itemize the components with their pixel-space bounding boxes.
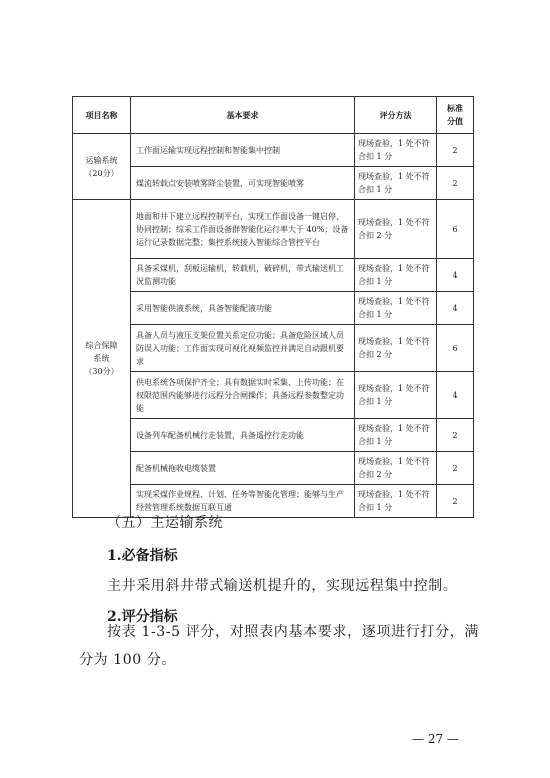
header-item-name: 项目名称 xyxy=(73,97,131,134)
requirement-cell: 实现采煤作业规程、计划、任务等智能化管理；能够与生产经营管理系统数据互联互通 xyxy=(131,485,355,518)
score-cell: 6 xyxy=(437,325,474,372)
score-cell: 2 xyxy=(437,485,474,518)
group-name-cell xyxy=(73,200,131,518)
subsection-heading-required: 1.必备指标 xyxy=(107,548,178,564)
score-cell: 2 xyxy=(437,419,474,452)
requirement-cell: 设备列车配备机械行走装置，具备遥控行走功能 xyxy=(131,419,355,452)
group-name-line: （30分） xyxy=(84,367,119,376)
method-cell: 现场查验，1 处不符合扣 2 分 xyxy=(355,452,437,485)
table-row xyxy=(73,419,474,452)
method-cell: 现场查验，1 处不符合扣 1 分 xyxy=(355,134,437,167)
table-row xyxy=(73,325,474,372)
table-row xyxy=(73,200,474,259)
subsection-heading-scoring: 2.评分指标 xyxy=(107,609,178,625)
requirement-cell: 配备机械拖收电缆装置 xyxy=(131,452,355,485)
group-name-line: 综合保障 xyxy=(85,341,118,350)
header-score xyxy=(437,97,474,134)
header-score-line1: 标准 xyxy=(447,103,463,113)
header-method: 评分方法 xyxy=(355,97,437,134)
score-cell: 4 xyxy=(437,372,474,419)
requirement-cell: 地面和井下建立远程控制平台，实现工作面设备一键启停、协同控制；综采工作面设备群智能化运行率大于 40%；设备运行记录数据完整；集控系统接入智能综合管控平台 xyxy=(131,200,355,259)
table-header-row xyxy=(73,97,474,134)
paragraph-required: 主井采用斜井带式输送机提升的，实现远程集中控制。 xyxy=(107,578,458,594)
table-row xyxy=(73,134,474,167)
method-cell: 现场查验，1 处不符合扣 1 分 xyxy=(355,292,437,325)
scoring-table xyxy=(72,96,474,518)
requirement-cell: 具备采煤机，刮板运输机，转载机，破碎机，带式输送机工况监测功能 xyxy=(131,259,355,292)
page-number: — 27 — xyxy=(412,732,459,746)
score-cell: 6 xyxy=(437,200,474,259)
table-row xyxy=(73,372,474,419)
score-cell: 4 xyxy=(437,292,474,325)
score-cell: 2 xyxy=(437,452,474,485)
group-name-cell xyxy=(73,134,131,200)
group-name-line: 运输系统 xyxy=(85,155,118,165)
group-name-line: （20分） xyxy=(84,168,119,178)
method-cell: 现场查验，1 处不符合扣 1 分 xyxy=(355,485,437,518)
requirement-cell: 采用智能供液系统，具备智能配液功能 xyxy=(131,292,355,325)
score-cell: 4 xyxy=(437,259,474,292)
table-row xyxy=(73,292,474,325)
paragraph-scoring: 按表 1-3-5 评分，对照表内基本要求，逐项进行打分，满分为 100 分。 xyxy=(79,624,479,668)
group-name-line: 系统 xyxy=(93,354,110,363)
header-requirement: 基本要求 xyxy=(131,97,355,134)
method-cell: 现场查验，1 处不符合扣 1 分 xyxy=(355,167,437,200)
requirement-cell: 供电系统各项保护齐全；具有数据实时采集、上传功能；在权限范围内能够进行远程分合闸操作；具备远程参数整定功能 xyxy=(131,372,355,419)
method-cell: 现场查验，1 处不符合扣 1 分 xyxy=(355,372,437,419)
requirement-cell: 煤流转载点安装喷雾降尘装置，可实现智能喷雾 xyxy=(131,167,355,200)
score-cell: 2 xyxy=(437,134,474,167)
requirement-cell: 工作面运输实现远程控制和智能集中控制 xyxy=(131,134,355,167)
section-heading: （五）主运输系统 xyxy=(107,515,223,531)
table-row xyxy=(73,452,474,485)
table-row xyxy=(73,259,474,292)
header-score-line2: 分值 xyxy=(447,116,463,126)
score-cell: 2 xyxy=(437,167,474,200)
method-cell: 现场查验，1 处不符合扣 2 分 xyxy=(355,200,437,259)
method-cell: 现场查验，1 处不符合扣 2 分 xyxy=(355,325,437,372)
method-cell: 现场查验，1 处不符合扣 1 分 xyxy=(355,419,437,452)
table-row xyxy=(73,167,474,200)
requirement-cell: 具备人员与液压支架位置关系定位功能；具备危险区域人员防误入功能；工作面实现可视化视频监控并满足自动跟机要求 xyxy=(131,325,355,372)
method-cell: 现场查验，1 处不符合扣 1 分 xyxy=(355,259,437,292)
